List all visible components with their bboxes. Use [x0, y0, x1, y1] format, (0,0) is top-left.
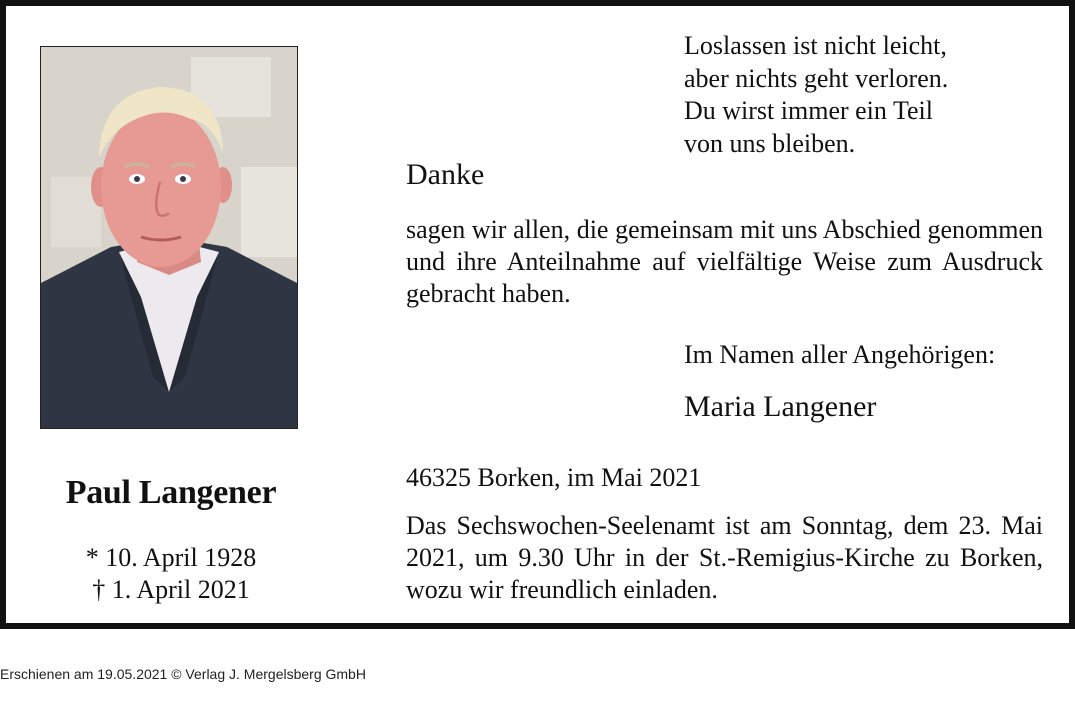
deceased-name: Paul Langener	[65, 474, 277, 511]
thanks-heading: Danke	[406, 158, 485, 191]
closing-line: Im Namen aller Angehörigen:	[684, 340, 996, 369]
poem	[684, 30, 948, 160]
poem-line: von uns bleiben.	[684, 128, 856, 158]
life-dates	[6, 542, 336, 606]
signer-name: Maria Langener	[684, 390, 877, 423]
portrait-photo	[40, 46, 298, 429]
poem-line: Du wirst immer ein Teil	[684, 96, 933, 125]
poem-line: Loslassen ist nicht leicht,	[684, 31, 947, 60]
place-date: 46325 Borken, im Mai 2021	[406, 463, 702, 492]
birth-date: * 10. April 1928	[85, 543, 257, 572]
memorial-mass-text: Das Sechswochen-Seelenamt ist am Sonntag, dem 23. Mai 2021, um 9.30 Uhr in der St.-Remigius-Kirche zu Borken, wozu wir freundlich einladen.	[406, 511, 1043, 604]
publication-footer: Erschienen am 19.05.2021 © Verlag J. Mergelsberg GmbH	[0, 666, 366, 682]
death-date: † 1. April 2021	[92, 575, 250, 604]
poem-line: aber nichts geht verloren.	[684, 63, 949, 93]
thanks-text: sagen wir allen, die gemeinsam mit uns Abschied genommen und ihre Anteilnahme auf vielfältige Weise zum Ausdruck gebracht haben.	[406, 215, 1043, 308]
